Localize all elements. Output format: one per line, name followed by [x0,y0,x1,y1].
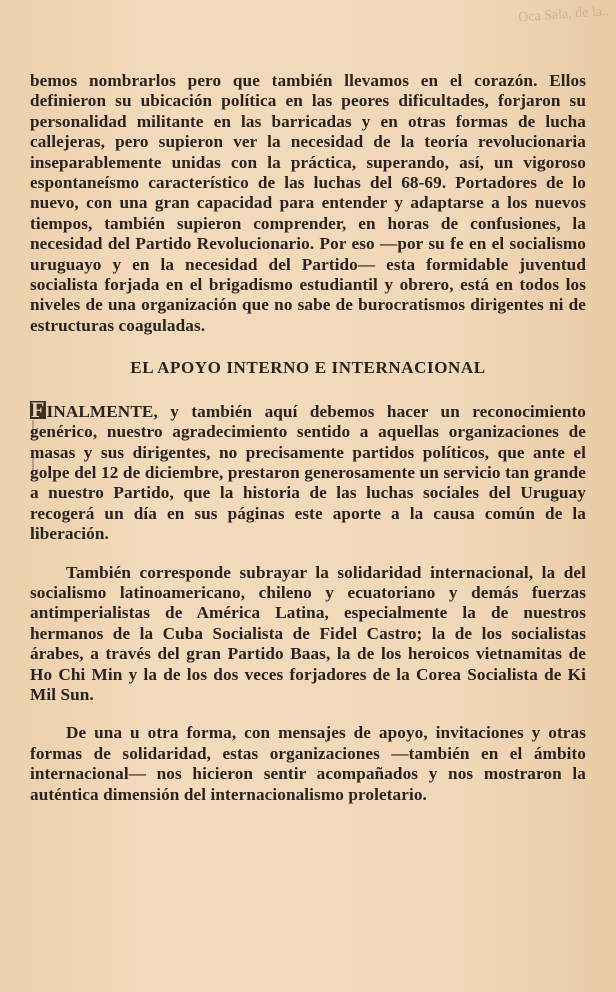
paragraph-1: bemos nombrarlos pero que también llevamos en el corazón. Ellos definieron su ubicación política en las peores dificultades, forjaron su personalidad militante en las barricadas y en otras formas de lucha callejeras, pero supieron ver la necesidad de la teoría revolucionaria inseparablemente unidas con la práctica, superando, así, un vigoroso espontaneísmo característico de las luchas del 68-69. Portadores de lo nuevo, con una gran capacidad para entender y adaptarse a los nuevos tiempos, también supieron comprender, en horas de confusiones, la necesidad del Partido Revolucionario. Por eso —por su fe en el socialismo uruguayo y en la necesidad del Partido— esta formidable juventud socialista forjada en el brigadismo estudiantil y obrero, está en todos los niveles de una organización que no sabe de burocratismos dirigentes ni de estructuras coaguladas. [30,71,586,335]
show-through-text: Oca Sala, de la.. [517,4,610,26]
paragraph-3: También corresponde subrayar la solidaridad internacional, la del socialismo latinoamericano, chileno y ecuatoriano y demás fuerzas antimperialistas de América Latina, especialmente la de nuestros hermanos de la Cuba Socialista de Fidel Castro; la de los socialistas árabes, a través del gran Partido Baas, la de los heroicos vietnamitas de Ho Chi Min y la de los dos veces forjadores de la Corea Socialista de Ki Mil Sun. [30,562,586,704]
section-heading: EL APOYO INTERNO E INTERNACIONAL [130,358,486,378]
paragraph-2-text: , y también aquí debemos hacer un reconocimiento genérico, nuestro agradecimiento sentido a aquellas organizaciones de masas y sus dirigentes, no precisamente partidos políticos, que ante el golpe del 12 de diciembre, prestaron generosamente un servicio tan grande a nuestro Partido, que la historia de las luchas sociales del Uruguay recogerá un día en sus páginas este aporte a la causa común de la liberación. [30,401,586,544]
page-body [30,71,586,805]
paragraph-4: De una u otra forma, con mensajes de apoyo, invitaciones y otras formas de solidaridad, estas organizaciones —también en el ámbito internacional— nos hicieron sentir acompañados y nos mostraron la auténtica dimensión del internacionalismo proletario. [30,723,586,804]
lead-in-word: INALMENTE [46,401,154,421]
drop-cap: F [31,396,45,422]
paragraph-2 [30,396,586,545]
